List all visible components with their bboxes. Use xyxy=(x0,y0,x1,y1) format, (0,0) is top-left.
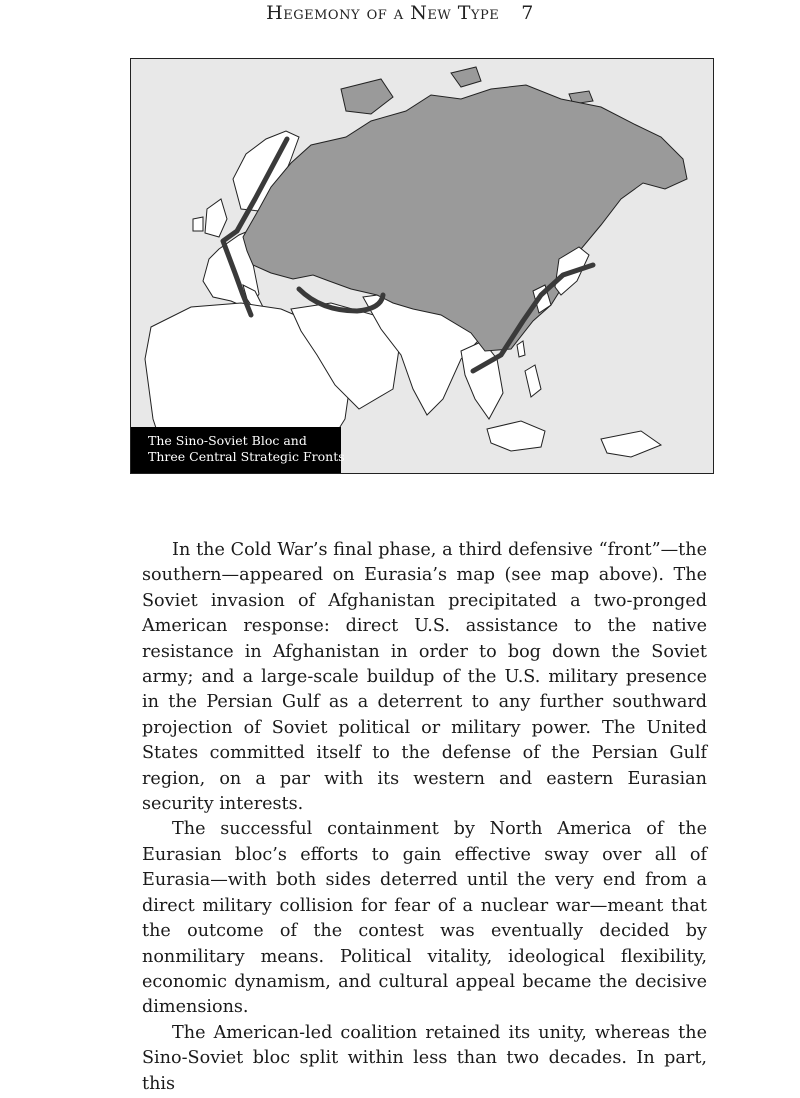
body-text xyxy=(142,538,707,1097)
philippines xyxy=(525,365,541,397)
arctic-island xyxy=(341,79,393,114)
map-figure xyxy=(130,58,714,474)
page-number: 7 xyxy=(521,2,534,24)
running-head-title: Hegemony of a New Type xyxy=(266,2,500,24)
map-caption-line: Three Central Strategic Fronts xyxy=(148,449,345,464)
british-isles xyxy=(205,199,227,237)
paragraph: In the Cold War’s final phase, a third defensive “front”—the southern—appeared on Eurasia’s map (see map above). The Soviet invasion of Afghanistan precipitated a two-pronged American response: direct U.S. assistance to the native resistance in Afghanistan in order to bog down the Soviet army; and a large-scale buildup of the U.S. military presence in the Persian Gulf as a deterrent to any further southward projection of Soviet political or military power. The United States committed itself to the defense of the Persian Gulf region, on a par with its western and eastern Eurasian security interests. xyxy=(142,540,707,815)
eurasia-map xyxy=(131,59,713,473)
map-caption-line: The Sino-Soviet Bloc and xyxy=(148,433,307,448)
indochina xyxy=(461,341,503,419)
new-guinea xyxy=(601,431,661,457)
arctic-island xyxy=(451,67,481,87)
taiwan xyxy=(517,341,525,357)
indonesia xyxy=(487,421,545,451)
ireland xyxy=(193,217,203,231)
paragraph: The successful containment by North America of the Eurasian bloc’s efforts to gain effective sway over all of Eurasia—with both sides deterred until the very end from a direct military collision for fear of a nuclear war—meant that the outcome of the contest was eventually decided by nonmilitary means. Political vitality, ideological flexibility, economic dynamism, and cultural appeal became the decisive dimensions. xyxy=(142,819,707,1018)
running-head xyxy=(0,2,800,24)
map-caption xyxy=(131,427,345,473)
paragraph: The American-led coalition retained its unity, whereas the Sino-Soviet bloc split within less than two decades. In part, this xyxy=(142,1022,707,1094)
